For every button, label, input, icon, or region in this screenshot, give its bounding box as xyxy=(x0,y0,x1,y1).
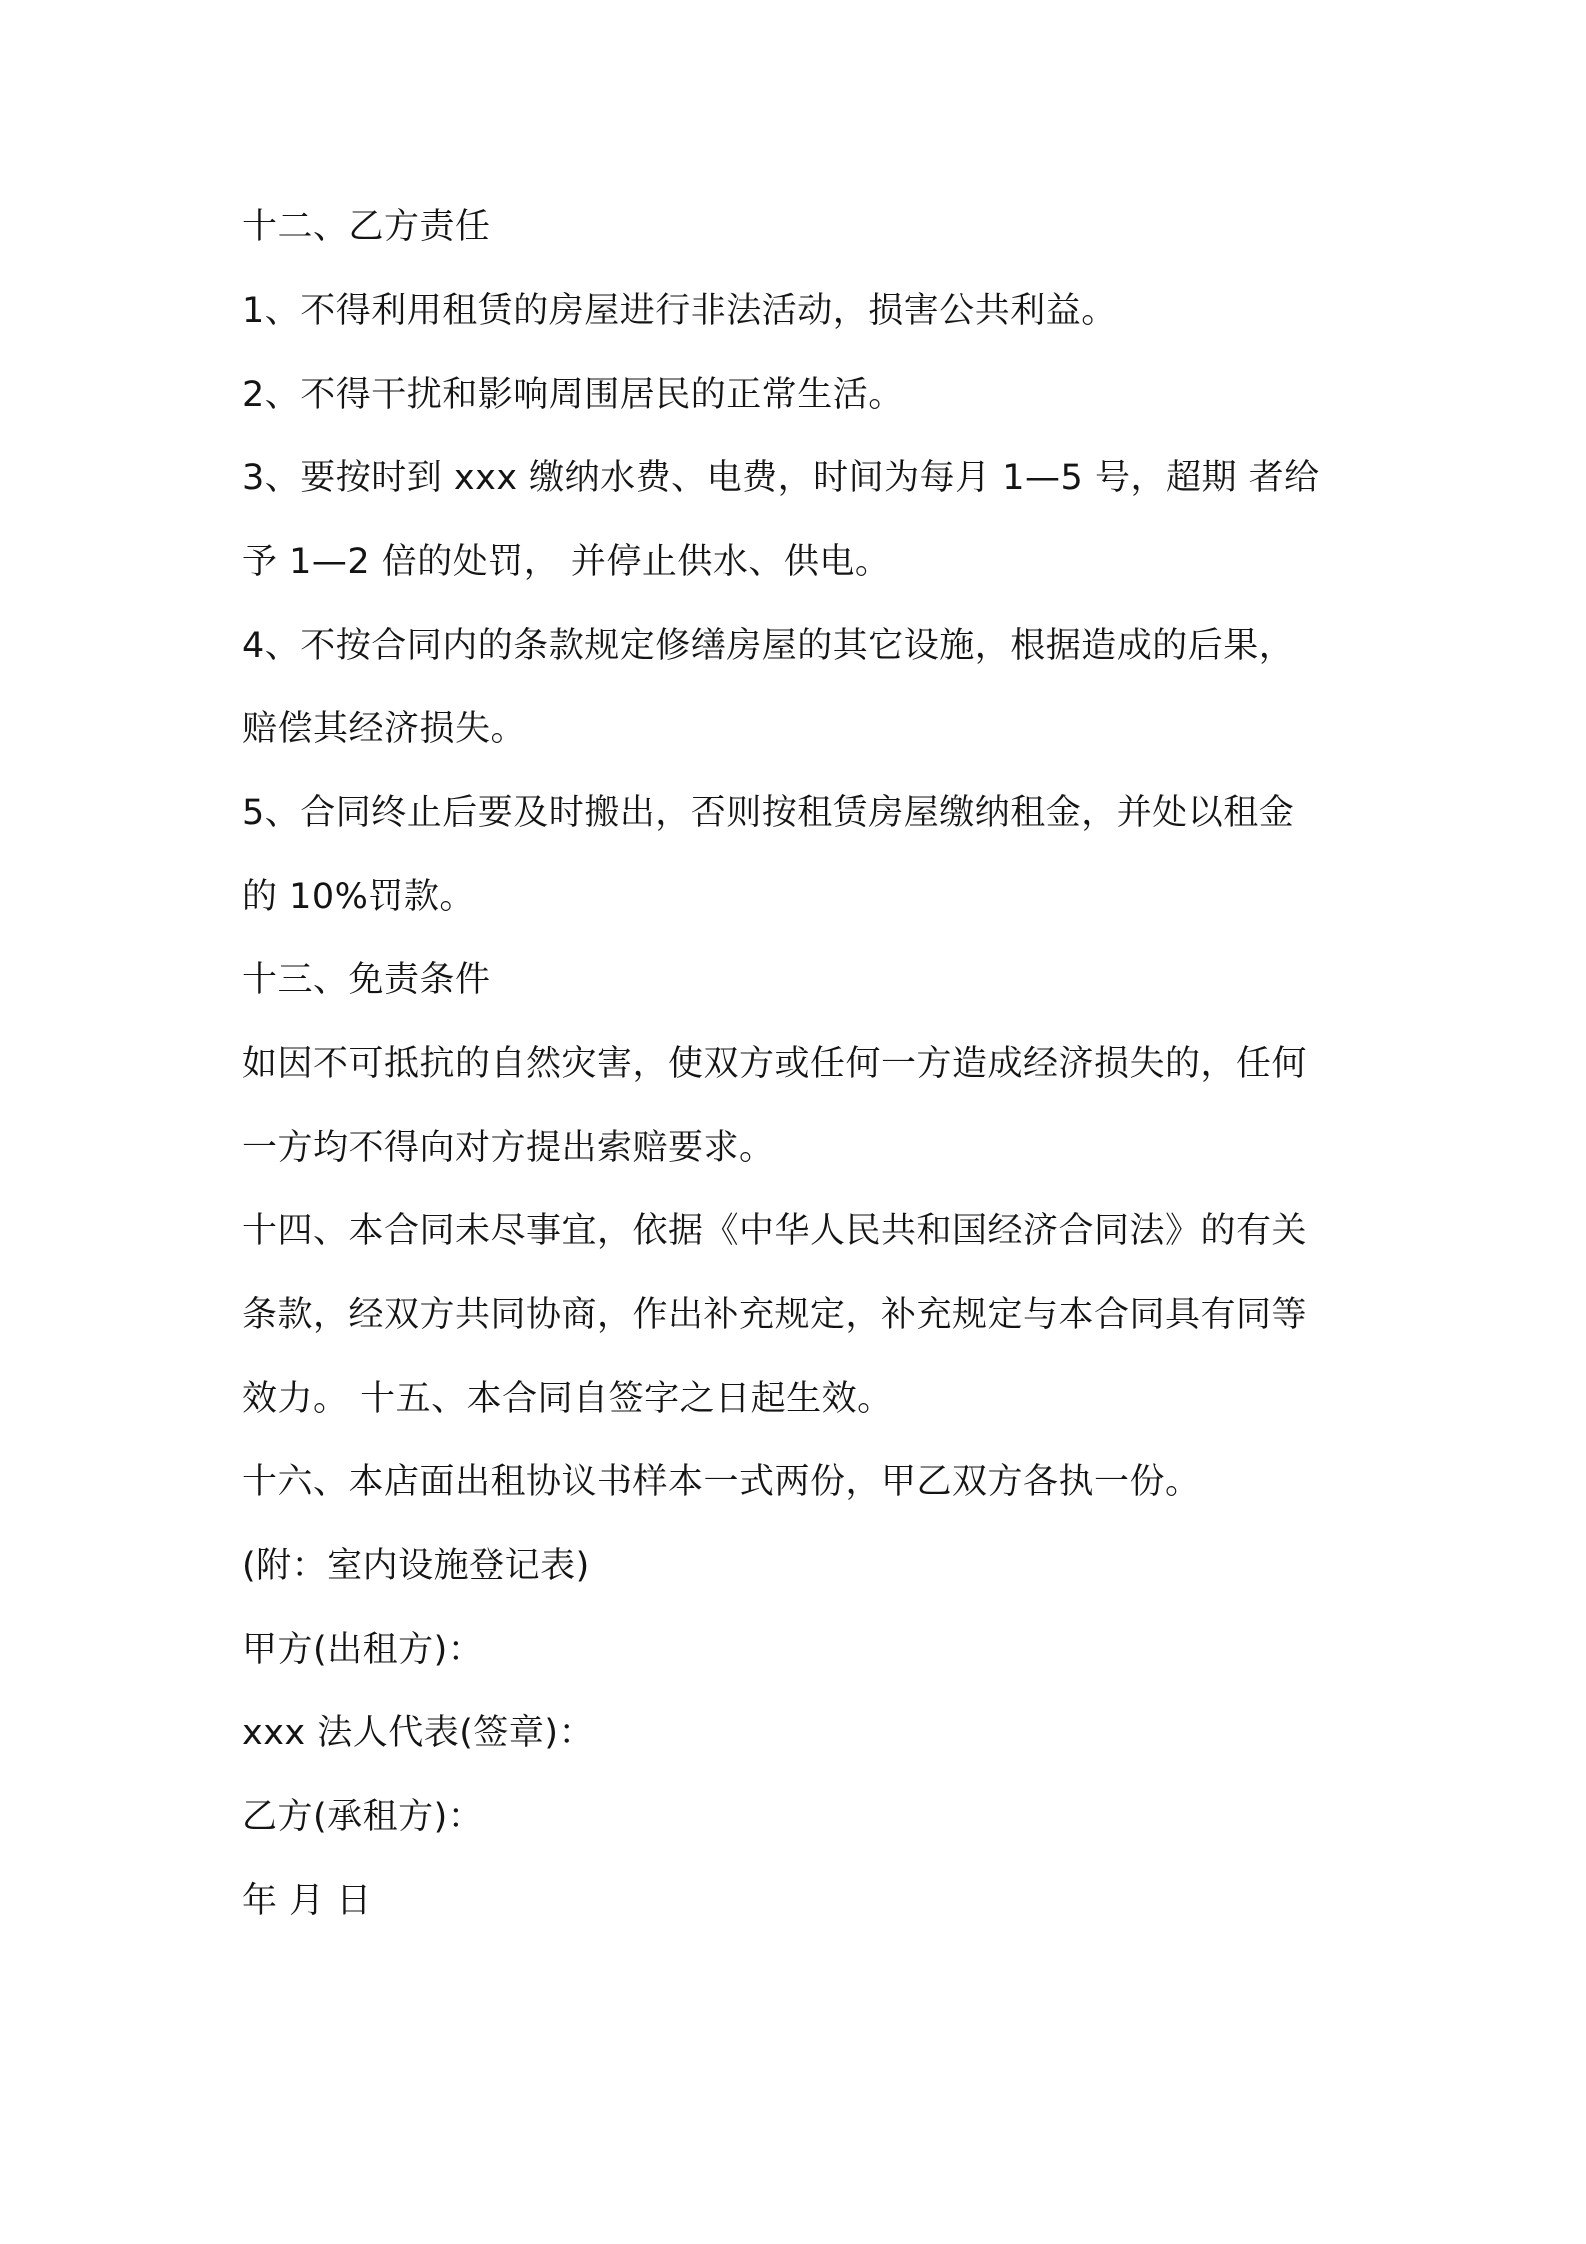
clause-12-2: 2、不得干扰和影响周围居民的正常生活。 xyxy=(242,375,904,415)
section-13-text-line-1: 如因不可抵抗的自然灾害，使双方或任何一方造成经济损失的，任何 xyxy=(242,1044,1308,1084)
clause-12-5-line-1: 5、合同终止后要及时搬出，否则按租赁房屋缴纳租金，并处以租金 xyxy=(242,793,1295,833)
section-14-line-2: 条款，经双方共同协商，作出补充规定，补充规定与本合同具有同等 xyxy=(242,1295,1308,1335)
clause-12-1: 1、不得利用租赁的房屋进行非法活动，损害公共利益。 xyxy=(242,291,1117,331)
clause-12-5-line-2: 的 10%罚款。 xyxy=(242,877,475,917)
attachment-note: (附：室内设施登记表) xyxy=(242,1546,590,1586)
clause-12-3-line-1: 3、要按时到 xxx 缴纳水费、电费，时间为每月 1—5 号，超期 者给 xyxy=(242,458,1320,498)
party-b-label: 乙方(承租方)： xyxy=(242,1797,484,1837)
clause-12-4-line-1: 4、不按合同内的条款规定修缮房屋的其它设施，根据造成的后果， xyxy=(242,626,1295,666)
clause-12-4-line-2: 赔偿其经济损失。 xyxy=(242,709,527,749)
section-16: 十六、本店面出租协议书样本一式两份，甲乙双方各执一份。 xyxy=(242,1462,1201,1502)
date-line: 年 月 日 xyxy=(242,1881,372,1921)
section-13-heading: 十三、免责条件 xyxy=(242,960,491,1000)
section-14-15-line: 效力。 十五、本合同自签字之日起生效。 xyxy=(242,1379,893,1419)
legal-representative-label: xxx 法人代表(签章)： xyxy=(242,1713,595,1753)
party-a-label: 甲方(出租方)： xyxy=(242,1630,484,1670)
section-13-text-line-2: 一方均不得向对方提出索赔要求。 xyxy=(242,1128,775,1168)
clause-12-3-line-2: 予 1—2 倍的处罚， 并停止供水、供电。 xyxy=(242,542,891,582)
section-12-heading: 十二、乙方责任 xyxy=(242,207,491,247)
section-14-line-1: 十四、本合同未尽事宜，依据《中华人民共和国经济合同法》的有关 xyxy=(242,1211,1308,1251)
